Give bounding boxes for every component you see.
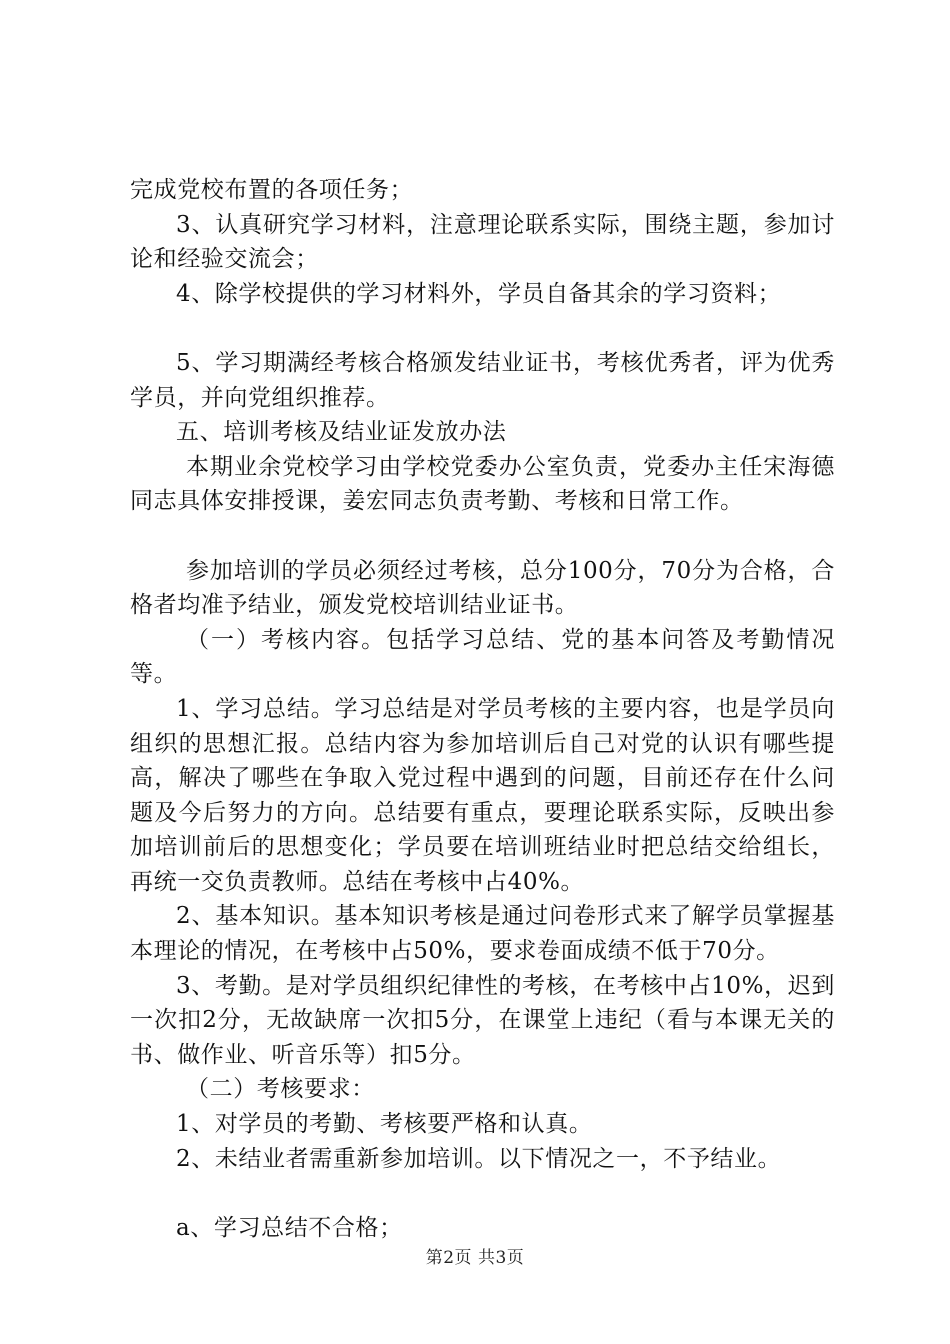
paragraph-basic-knowledge: 2、基本知识。基本知识考核是通过问卷形式来了解学员掌握基本理论的情况，在考核中占50%，要求卷面成绩不低于70分。 xyxy=(130,903,835,965)
subsection-heading-content: （一）考核内容。包括学习总结、党的基本问答及考勤情况等。 xyxy=(130,626,835,688)
paragraph-item-3: 3、认真研究学习材料，注意理论联系实际，围绕主题，参加讨论和经验交流会； xyxy=(130,211,835,273)
paragraph-item-4: 4、除学校提供的学习材料外，学员自备其余的学习资料； xyxy=(176,280,782,307)
paragraph-requirement-1: 1、对学员的考勤、考核要严格和认真。 xyxy=(176,1111,593,1138)
paragraph-requirement-2: 2、未结业者需重新参加培训。以下情况之一，不予结业。 xyxy=(176,1145,782,1172)
paragraph-attendance: 3、考勤。是对学员组织纪律性的考核，在考核中占10%，迟到一次扣2分，无故缺席一次扣5分，在课堂上违纪（看与本课无关的书、做作业、听音乐等）扣5分。 xyxy=(130,972,835,1068)
paragraph-gap xyxy=(130,519,835,554)
document-body xyxy=(130,173,835,1245)
paragraph-item-5: 5、学习期满经考核合格颁发结业证书，考核优秀者，评为优秀学员，并向党组织推荐。 xyxy=(130,349,835,411)
page-footer: 第2页 共3页 xyxy=(425,1248,525,1268)
paragraph-tasks: 完成党校布置的各项任务； xyxy=(130,177,414,203)
paragraph-study-summary: 1、学习总结。学习总结是对学员考核的主要内容，也是学员向组织的思想汇报。总结内容为参加培训后自己对党的认识有哪些提高，解决了哪些在争取入党过程中遇到的问题，目前还存在什么问题及今后努力的方向。总结要有重点，要理论联系实际，反映出参加培训前后的思想变化；学员要在培训班结业时把总结交给组长，再统一交负责教师。总结在考核中占40%。 xyxy=(130,695,835,895)
paragraph-gap xyxy=(130,311,835,346)
paragraph-scoring: 参加培训的学员必须经过考核，总分100分，70分为合格，合格者均准予结业，颁发党校培训结业证书。 xyxy=(130,557,835,619)
subsection-heading-requirements: （二）考核要求： xyxy=(186,1076,375,1103)
paragraph-condition-a: a、学习总结不合格； xyxy=(176,1214,403,1241)
section-heading-five: 五、培训考核及结业证发放办法 xyxy=(176,419,507,446)
paragraph-gap xyxy=(130,1176,835,1211)
paragraph-responsibility: 本期业余党校学习由学校党委办公室负责，党委办主任宋海德同志具体安排授课，姜宏同志负责考勤、考核和日常工作。 xyxy=(130,453,835,515)
